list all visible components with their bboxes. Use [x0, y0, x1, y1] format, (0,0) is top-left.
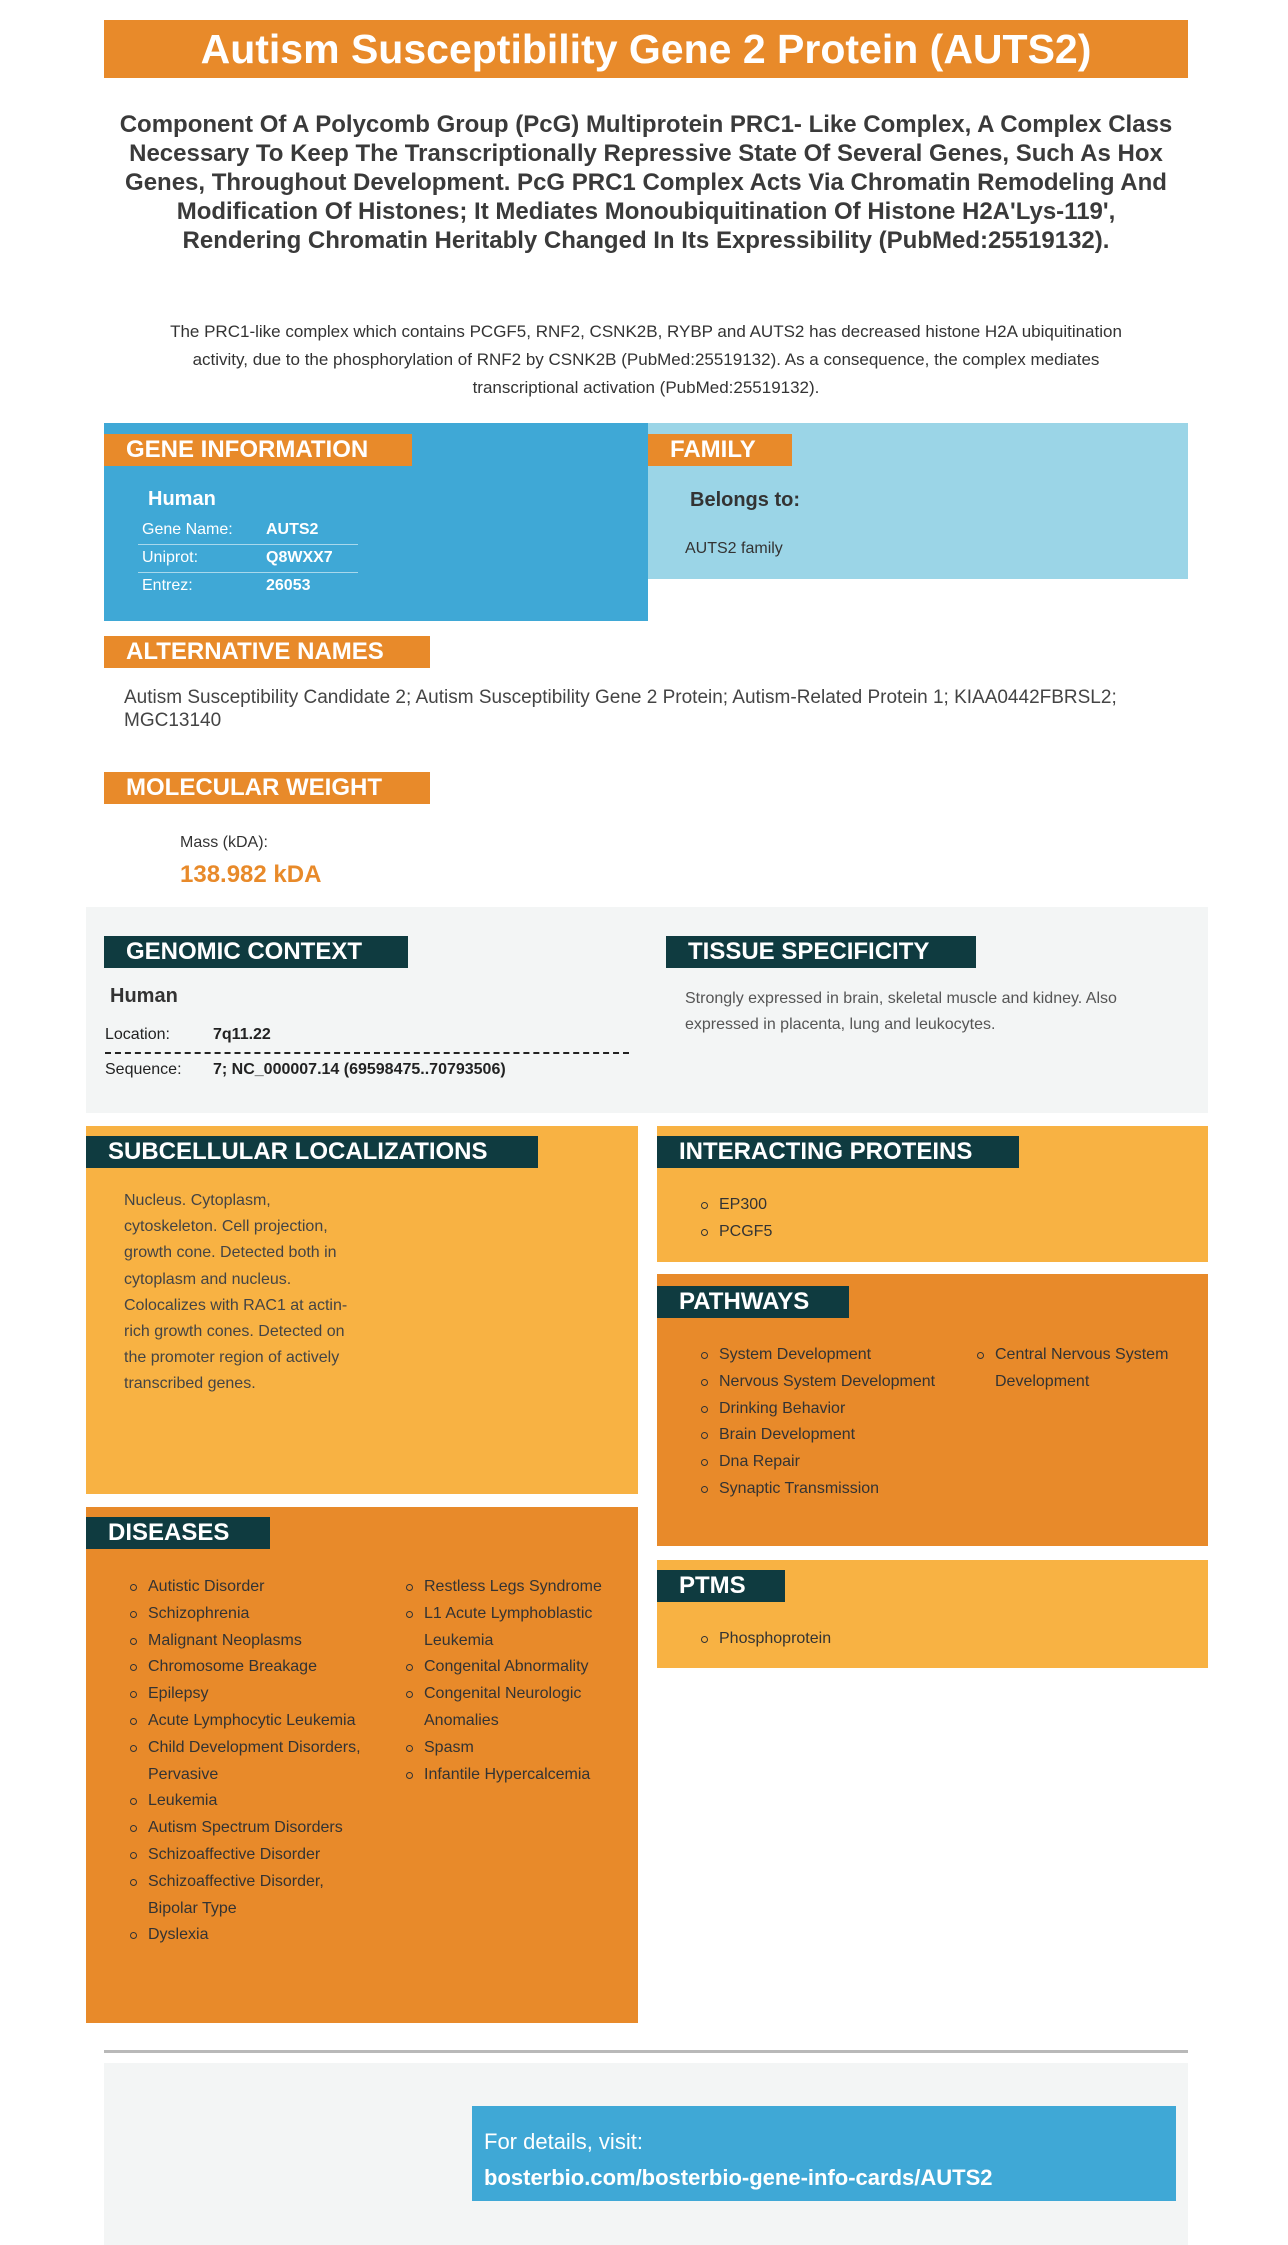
mass-label: Mass (kDA): — [180, 834, 268, 851]
sequence-value: 7; NC_000007.14 (69598475..70793506) — [213, 1061, 506, 1078]
sequence-row — [105, 1061, 629, 1079]
alternative-names-heading: ALTERNATIVE NAMES — [104, 636, 430, 668]
gene-info-row — [138, 516, 358, 544]
disease-item: Schizoaffective Disorder, Bipolar Type — [128, 1869, 368, 1923]
alternative-names-text: Autism Susceptibility Candidate 2; Autism Susceptibility Gene 2 Protein; Autism-Related Protein 1; KIAA0442FBRSL2; MGC13140 — [124, 687, 1117, 731]
pathway-item: Drinking Behavior — [699, 1396, 939, 1423]
pathway-item: Synaptic Transmission — [699, 1476, 939, 1503]
gene-info-value: 26053 — [266, 577, 311, 595]
pathway-item: Central Nervous System Development — [975, 1342, 1199, 1396]
disease-item: Infantile Hypercalcemia — [404, 1762, 630, 1789]
disease-item: Malignant Neoplasms — [128, 1628, 368, 1655]
gene-info-key: Uniprot: — [138, 544, 266, 572]
details-label: For details, visit: — [484, 2129, 643, 2154]
interacting-proteins-heading: INTERACTING PROTEINS — [657, 1136, 1019, 1168]
protein-item: EP300 — [699, 1192, 999, 1219]
genomic-species: Human — [110, 985, 178, 1007]
family-heading: FAMILY — [648, 434, 792, 466]
pathway-item: Dna Repair — [699, 1449, 939, 1476]
page-title: Autism Susceptibility Gene 2 Protein (AUTS2) — [104, 20, 1188, 78]
subcellular-text: Nucleus. Cytoplasm, cytoskeleton. Cell projection, growth cone. Detected both in cytoplasm and nucleus. Colocalizes with RAC1 at actin-rich growth cones. Detected on the promoter region of actively transcribed genes. — [124, 1192, 348, 1393]
footer-divider — [104, 2050, 1188, 2053]
ptms-list — [699, 1626, 999, 1653]
disease-item: Congenital Neurologic Anomalies — [404, 1681, 630, 1735]
pathway-item: Nervous System Development — [699, 1369, 939, 1396]
disease-item: Schizophrenia — [128, 1601, 368, 1628]
gene-info-value: AUTS2 — [266, 516, 358, 544]
disease-item: Chromosome Breakage — [128, 1654, 368, 1681]
disease-item: Child Development Disorders, Pervasive — [128, 1735, 368, 1789]
ptms-heading: PTMS — [657, 1570, 785, 1602]
tissue-specificity-heading: TISSUE SPECIFICITY — [666, 936, 976, 968]
disease-item: Dyslexia — [128, 1922, 368, 1949]
genomic-context-heading: GENOMIC CONTEXT — [104, 936, 408, 968]
sequence-label: Sequence: — [105, 1061, 182, 1078]
gene-info-key: Gene Name: — [138, 516, 266, 544]
gene-info-key: Entrez: — [142, 577, 193, 595]
location-row — [105, 1026, 629, 1054]
gene-info-value: Q8WXX7 — [266, 544, 358, 572]
disease-item: Acute Lymphocytic Leukemia — [128, 1708, 368, 1735]
ptm-item: Phosphoprotein — [699, 1626, 999, 1653]
pathways-list-col1 — [699, 1342, 939, 1503]
protein-summary: Component Of A Polycomb Group (PcG) Multiprotein PRC1- Like Complex, A Complex Class Necessary To Keep The Transcriptionally Repressive State Of Several Genes, Such As Hox Genes, Throughout Development. PcG PRC1 Complex Acts Via Chromatin Remodeling And Modification Of Histones; It Mediates Monoubiquitination Of Histone H2A'Lys-119', Rendering Chromatin Heritably Changed In Its Expressibility (PubMed:25519132). — [119, 111, 1173, 254]
gene-information-heading: GENE INFORMATION — [104, 434, 412, 466]
family-value: AUTS2 family — [685, 540, 783, 557]
disease-item: Leukemia — [128, 1788, 368, 1815]
diseases-heading: DISEASES — [86, 1517, 270, 1549]
protein-description: The PRC1-like complex which contains PCGF5, RNF2, CSNK2B, RYBP and AUTS2 has decreased histone H2A ubiquitination activity, due to the phosphorylation of RNF2 by CSNK2B (PubMed:25519132). As a consequence, the complex mediates transcriptional activation (PubMed:25519132). — [170, 322, 1122, 397]
disease-item: Restless Legs Syndrome — [404, 1574, 630, 1601]
disease-item: Epilepsy — [128, 1681, 368, 1708]
family-label: Belongs to: — [690, 489, 800, 511]
gene-info-row — [138, 572, 358, 600]
disease-item: Autism Spectrum Disorders — [128, 1815, 368, 1842]
pathways-list-col2 — [975, 1342, 1199, 1396]
disease-item: Autistic Disorder — [128, 1574, 368, 1601]
disease-item: Spasm — [404, 1735, 630, 1762]
pathway-item: Brain Development — [699, 1422, 939, 1449]
mass-value: 138.982 kDA — [180, 861, 322, 888]
pathway-item: System Development — [699, 1342, 939, 1369]
gene-info-table — [138, 516, 358, 600]
tissue-specificity-text: Strongly expressed in brain, skeletal muscle and kidney. Also expressed in placenta, lung and leukocytes. — [685, 990, 1117, 1033]
disease-item: Schizoaffective Disorder — [128, 1842, 368, 1869]
details-url[interactable]: bosterbio.com/bosterbio-gene-info-cards/AUTS2 — [484, 2165, 993, 2190]
diseases-list-col2 — [404, 1574, 630, 1788]
gene-species: Human — [148, 488, 216, 510]
location-label: Location: — [105, 1026, 170, 1043]
molecular-weight-heading: MOLECULAR WEIGHT — [104, 772, 430, 804]
disease-item: Congenital Abnormality — [404, 1654, 630, 1681]
location-value: 7q11.22 — [213, 1026, 271, 1043]
gene-info-row — [138, 544, 358, 572]
interacting-proteins-list — [699, 1192, 999, 1246]
subcellular-localizations-heading: SUBCELLULAR LOCALIZATIONS — [86, 1136, 538, 1168]
diseases-list-col1 — [128, 1574, 368, 1949]
pathways-heading: PATHWAYS — [657, 1286, 849, 1318]
details-link[interactable] — [472, 2106, 1176, 2201]
disease-item: L1 Acute Lymphoblastic Leukemia — [404, 1601, 630, 1655]
protein-item: PCGF5 — [699, 1219, 999, 1246]
